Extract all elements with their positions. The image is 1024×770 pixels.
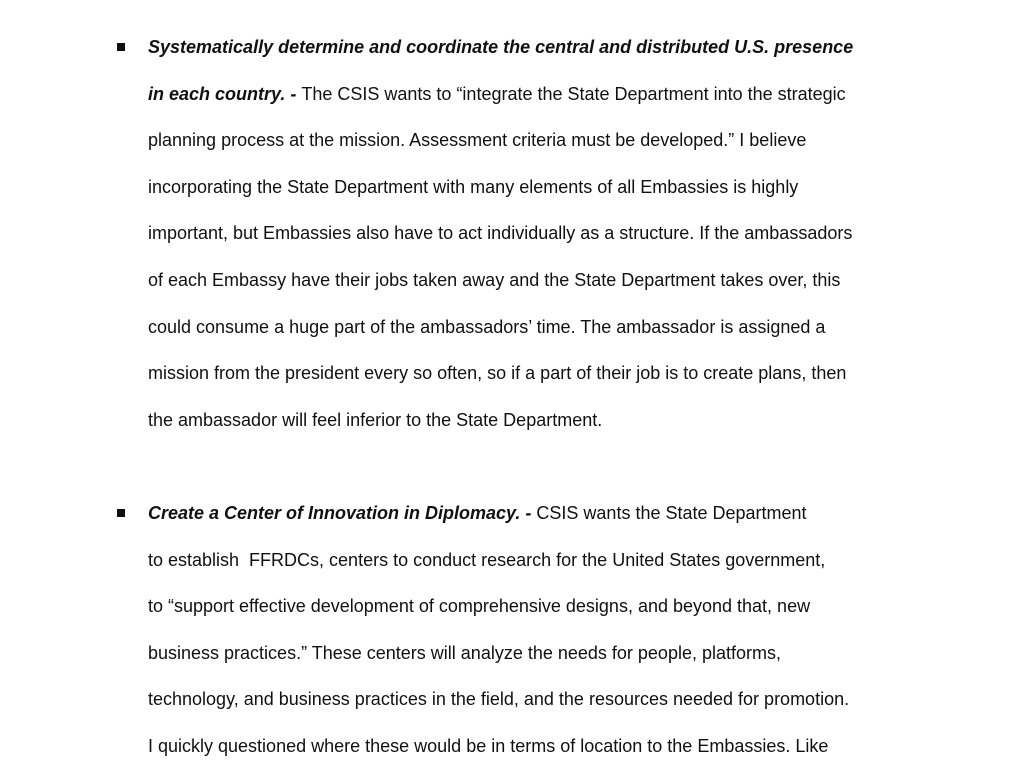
bold-italic-run: in each country. - (148, 83, 302, 104)
text-line (148, 117, 968, 164)
text-line (148, 71, 968, 118)
text-line (148, 723, 968, 770)
text-line (148, 676, 968, 723)
bold-italic-run: Systematically determine and coordinate the central and distributed U.S. presence (148, 37, 854, 57)
text-run: planning process at the mission. Assessment criteria must be developed.” I believe (148, 130, 807, 151)
bullet-item (148, 24, 968, 443)
text-run: incorporating the State Department with many elements of all Embassies is highly (148, 176, 799, 197)
text-run: could consume a huge part of the ambassadors’ time. The ambassador is assigned a (148, 316, 826, 337)
bullet-list (148, 24, 968, 770)
text-line (148, 630, 968, 677)
bold-italic-run: Create a Center of Innovation in Diplomacy. - (148, 502, 537, 523)
text-line (148, 537, 968, 584)
bullet-item (148, 490, 968, 770)
text-run: business practices.” These centers will analyze the needs for people, platforms, (148, 642, 781, 663)
bullet-square-icon (117, 43, 125, 51)
text-line (148, 257, 968, 304)
text-line (148, 304, 968, 351)
text-run: mission from the president every so often, so if a part of their job is to create plans, then (148, 363, 847, 384)
text-line (148, 24, 968, 71)
text-line (148, 397, 968, 444)
text-run: technology, and business practices in the field, and the resources needed for promotion. (148, 689, 850, 710)
text-line (148, 164, 968, 211)
text-run: to “support effective development of comprehensive designs, and beyond that, new (148, 596, 811, 617)
text-run: to establish FFRDCs, centers to conduct research for the United States government, (148, 549, 826, 570)
text-run: I quickly questioned where these would be in terms of location to the Embassies. Like (148, 735, 829, 756)
text-line (148, 210, 968, 257)
text-line (148, 490, 968, 537)
bullet-square-icon (117, 509, 125, 517)
text-run: The CSIS wants to “integrate the State Department into the strategic (301, 83, 846, 104)
text-run: of each Embassy have their jobs taken away and the State Department takes over, this (148, 269, 841, 290)
text-run: the ambassador will feel inferior to the State Department. (148, 409, 603, 430)
text-line (148, 350, 968, 397)
text-run: CSIS wants the State Department (536, 502, 807, 523)
text-run: important, but Embassies also have to act individually as a structure. If the ambassadors (148, 223, 853, 244)
text-line (148, 583, 968, 630)
